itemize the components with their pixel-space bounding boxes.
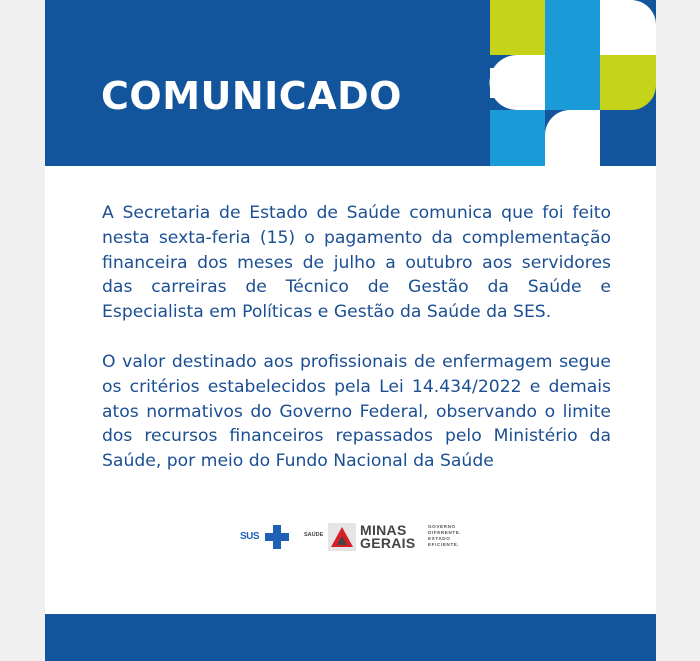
mosaic-tile-lime-2 — [600, 55, 656, 110]
minas-label: MINAS — [360, 522, 407, 538]
header-banner — [45, 0, 656, 166]
paragraph-1: A Secretaria de Estado de Saúde comunica que foi feito nesta sexta-feria (15) o pagamento da complementação financeira dos meses de julho a outubro aos servidores das carreiras de Técnico de Gestão da Saúde e Especialista em Políticas e Gestão da Saúde da SES. — [102, 203, 611, 323]
minas-gerais-triangle-icon — [328, 523, 356, 551]
sus-logo-text: SUS — [240, 531, 260, 542]
saude-label: SAÚDE — [304, 532, 324, 538]
announcement-card — [45, 0, 656, 661]
mosaic-tile-white-arch — [545, 110, 600, 166]
page-title: COMUNICADO — [101, 74, 402, 118]
mosaic-tile-white-quarter — [600, 0, 656, 55]
decorative-mosaic — [489, 0, 656, 166]
mosaic-tile-cyan-1 — [545, 0, 600, 55]
mosaic-tile-cyan-2 — [545, 55, 600, 110]
mosaic-tile-cyan-3 — [490, 110, 545, 166]
mosaic-tile-white-left — [490, 68, 517, 98]
government-tagline: GOVERNO DIFERENTE. ESTADO EFICIENTE. — [428, 524, 462, 547]
footer-band — [45, 614, 656, 661]
gerais-label: GERAIS — [360, 535, 416, 551]
paragraph-2: O valor destinado aos profissionais de enfermagem segue os critérios estabelecidos pela Lei 14.434/2022 e demais atos normativos do Governo Federal, observando o limite dos recursos financeiros repassados pelo Ministério da Saúde, por meio do Fundo Nacional da Saúde — [102, 351, 611, 472]
sus-cross-icon — [265, 525, 289, 549]
mosaic-tile-lime-1 — [490, 0, 545, 55]
announcement-body — [102, 201, 611, 499]
